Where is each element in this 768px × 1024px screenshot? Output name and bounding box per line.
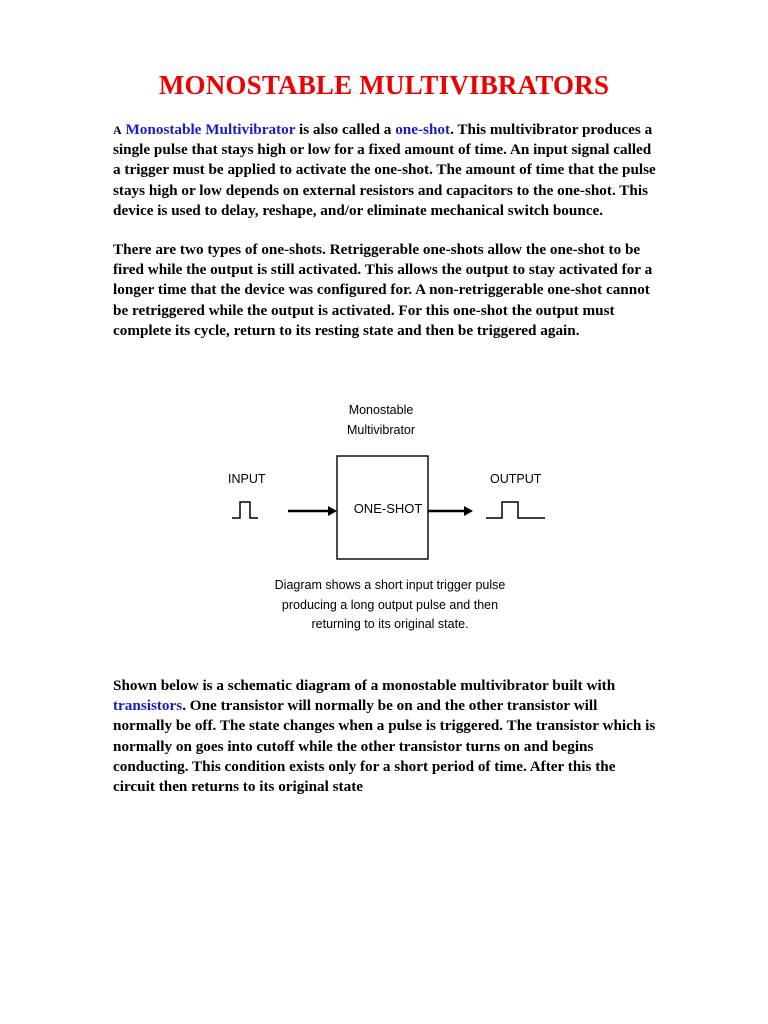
diagram-caption-line-1: Diagram shows a short input trigger pulse	[274, 578, 506, 592]
diagram-heading-line-1: Monostable	[348, 403, 414, 417]
diagram-caption-line-3: returning to its original state.	[311, 617, 469, 631]
schematic-text-2: . One transistor will normally be on and the other transistor will normally be off. The state changes when a pulse is triggered. The transistor which is normally on goes into cutoff while the other transistor turns on and begins conducting. This condition exists only for a short period of time. After this the circuit then returns to its original state	[113, 697, 656, 796]
diagram-caption-line-2: producing a long output pulse and then	[281, 597, 499, 612]
diagram-caption	[220, 576, 560, 635]
page-title: MONOSTABLE MULTIVIBRATORS	[158, 70, 610, 100]
output-pulse-waveform	[486, 502, 545, 518]
schematic-paragraph	[113, 676, 658, 797]
input-pulse-waveform	[232, 502, 258, 518]
one-shot-link[interactable]: one-shot	[395, 121, 451, 138]
transistors-link[interactable]: transistors	[113, 697, 183, 715]
diagram-heading-line-2: Multivibrator	[346, 423, 416, 437]
input-label: INPUT	[228, 472, 266, 486]
types-paragraph: There are two types of one-shots. Retriggerable one-shots allow the one-shot to be fired while the output is still activated. This allows the output to stay activated for a longer time that the device was configured for. A non-retriggerable one-shot cannot be retriggered while the output is activated. For this one-shot the output must complete its cycle, return to its resting state and then be triggered again.	[113, 241, 653, 339]
input-arrow-head	[328, 506, 337, 516]
intro-paragraph	[113, 120, 658, 221]
output-arrow-head	[464, 506, 473, 516]
monostable-multivibrator-link[interactable]: Monostable Multivibrator	[125, 121, 296, 138]
diagram-heading	[306, 400, 456, 440]
schematic-text-1: Shown below is a schematic diagram of a monostable multivibrator built with	[113, 677, 616, 694]
intro-text-1: is also called a	[295, 121, 396, 138]
one-shot-diagram	[220, 398, 560, 638]
intro-article: A	[113, 123, 122, 137]
one-shot-box-label: ONE-SHOT	[353, 501, 423, 516]
output-label: OUTPUT	[490, 472, 542, 486]
intro-text-2: . This multivibrator produces a single pulse that stays high or low for a fixed amount of time. An input signal called a trigger must be applied to activate the one-shot. The amount of time that the pulse stays high or low depends on external resistors and capacitors to the one-shot. This device is used to delay, reshape, and/or eliminate mechanical switch bounce.	[113, 121, 656, 219]
